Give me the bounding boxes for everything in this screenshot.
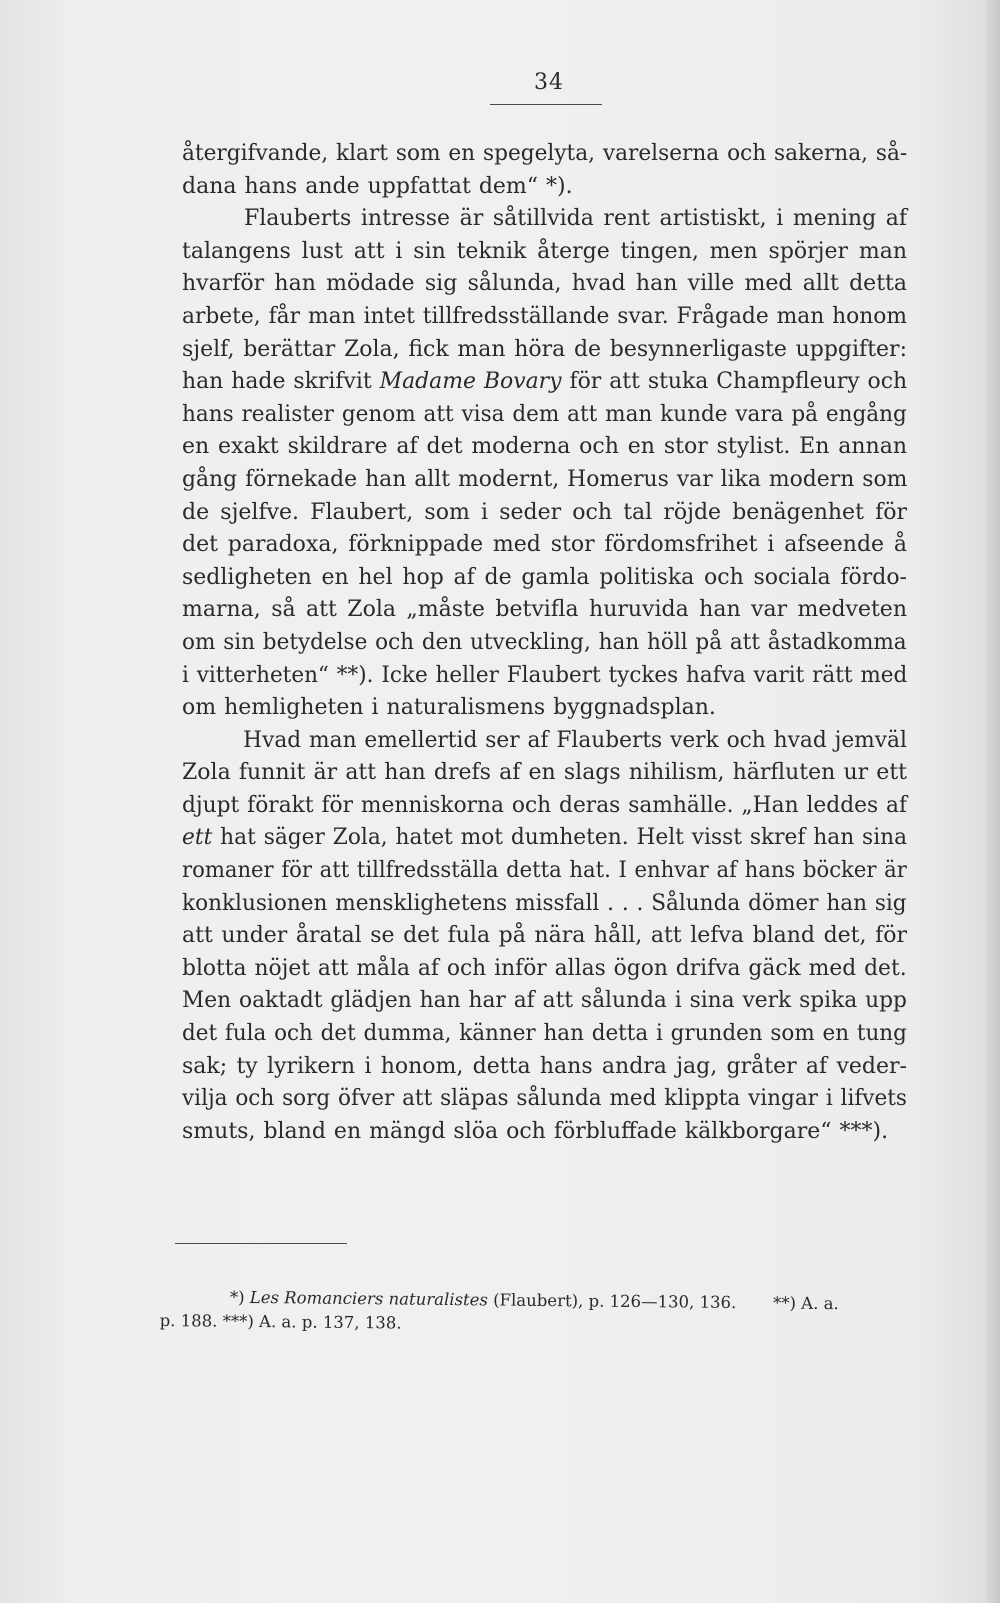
text-line: marna, så att Zola „måste betvifla huruvida han var medveten xyxy=(182,597,907,623)
text-line: smuts, bland en mängd slöa och förbluffade kälkborgare“ ***). xyxy=(182,1118,889,1144)
text-line: Flauberts intresse är såtillvida rent artistiskt, i mening af xyxy=(244,206,907,232)
footnote-rule xyxy=(175,1243,347,1244)
text-line: sak; ty lyrikern i honom, detta hans andra jag, gråter af veder- xyxy=(182,1053,907,1079)
text-line: Hvad man emellertid ser af Flauberts verk och hvad jemväl xyxy=(243,727,907,753)
text-line: vilja och sorg öfver att släpas sålunda med klippta vingar i lifvets xyxy=(182,1086,907,1112)
text-line: om sin betydelse och den utveckling, han höll på att åstadkomma xyxy=(182,629,907,655)
text-line xyxy=(182,366,908,399)
body-text xyxy=(182,138,907,1148)
page-edge xyxy=(986,0,1000,1603)
italic-title: ett xyxy=(182,825,213,851)
footnotes xyxy=(159,1285,899,1341)
footnote-book-title: Les Romanciers naturalistes xyxy=(249,1287,489,1310)
text-segment: för att stuka Champfleury och xyxy=(561,369,908,395)
text-line: om hemligheten i naturalismens byggnadsplan. xyxy=(182,695,716,721)
text-line: arbete, får man intet tillfredsställande svar. Frågade man honom xyxy=(182,303,908,329)
text-line: konklusionen mensklighetens missfall . . . Sålunda dömer han sig xyxy=(182,890,907,916)
text-line: talangens lust att i sin teknik återge tingen, men spörjer man xyxy=(182,238,907,264)
text-line: sedligheten en hel hop af de gamla politiska och sociala fördo- xyxy=(182,564,907,590)
footnote-marker: *) xyxy=(229,1287,245,1307)
text-line: dana hans ande uppfattat dem“ *). xyxy=(182,173,573,199)
page-number: 34 xyxy=(534,70,564,95)
text-line: Zola funnit är att han drefs af en slags nihilism, härfluten ur ett xyxy=(182,760,907,786)
text-line: sjelf, berättar Zola, fick man höra de besynnerligaste uppgifter: xyxy=(182,336,907,362)
text-line: blotta nöjet att måla af och inför allas ögon drifva gäck med det. xyxy=(182,955,907,981)
text-line: de sjelfve. Flaubert, som i seder och tal röjde benägenhet för xyxy=(182,499,907,525)
text-line: romaner för att tillfredsställa detta hat. I enhvar af hans böcker är xyxy=(182,858,907,884)
text-line: Men oaktadt glädjen han har af att sålunda i sina verk spika upp xyxy=(182,988,907,1014)
footnote-second-reference: **) A. a. xyxy=(772,1293,839,1314)
text-line: hans realister genom att visa dem att man kunde vara på engång xyxy=(182,401,907,427)
text-line xyxy=(182,822,908,855)
text-line: gång förnekade han allt modernt, Homerus var lika modern som xyxy=(182,466,908,492)
italic-title: Madame Bovary xyxy=(379,369,562,395)
page-number-rule xyxy=(490,104,602,105)
text-line: det paradoxa, förknippade med stor fördomsfrihet i afseende å xyxy=(182,532,907,558)
text-line: en exakt skildrare af det moderna och en stor stylist. En annan xyxy=(182,434,907,460)
text-line: återgifvande, klart som en spegelyta, varelserna och sakerna, så- xyxy=(182,141,908,166)
text-line: att under åratal se det fula på nära håll, att lefva bland det, för xyxy=(182,923,907,949)
text-line: det fula och det dumma, känner han detta i grunden som en tung xyxy=(182,1021,907,1047)
footnote-reference: (Flaubert), p. 126—130, 136. xyxy=(493,1290,737,1313)
text-segment: han hade skrifvit xyxy=(182,369,380,395)
text-line: hvarför han mödade sig sålunda, hvad han ville med allt detta xyxy=(182,271,907,297)
footnote-line-2: p. 188. ***) A. a. p. 137, 138. xyxy=(159,1310,402,1333)
text-line: i vitterheten“ **). Icke heller Flaubert tyckes hafva varit rätt med xyxy=(182,662,908,688)
text-line: djupt förakt för menniskorna och deras samhälle. „Han leddes af xyxy=(182,792,908,818)
text-segment: hat säger Zola, hatet mot dumheten. Helt visst skref han sina xyxy=(212,825,908,851)
